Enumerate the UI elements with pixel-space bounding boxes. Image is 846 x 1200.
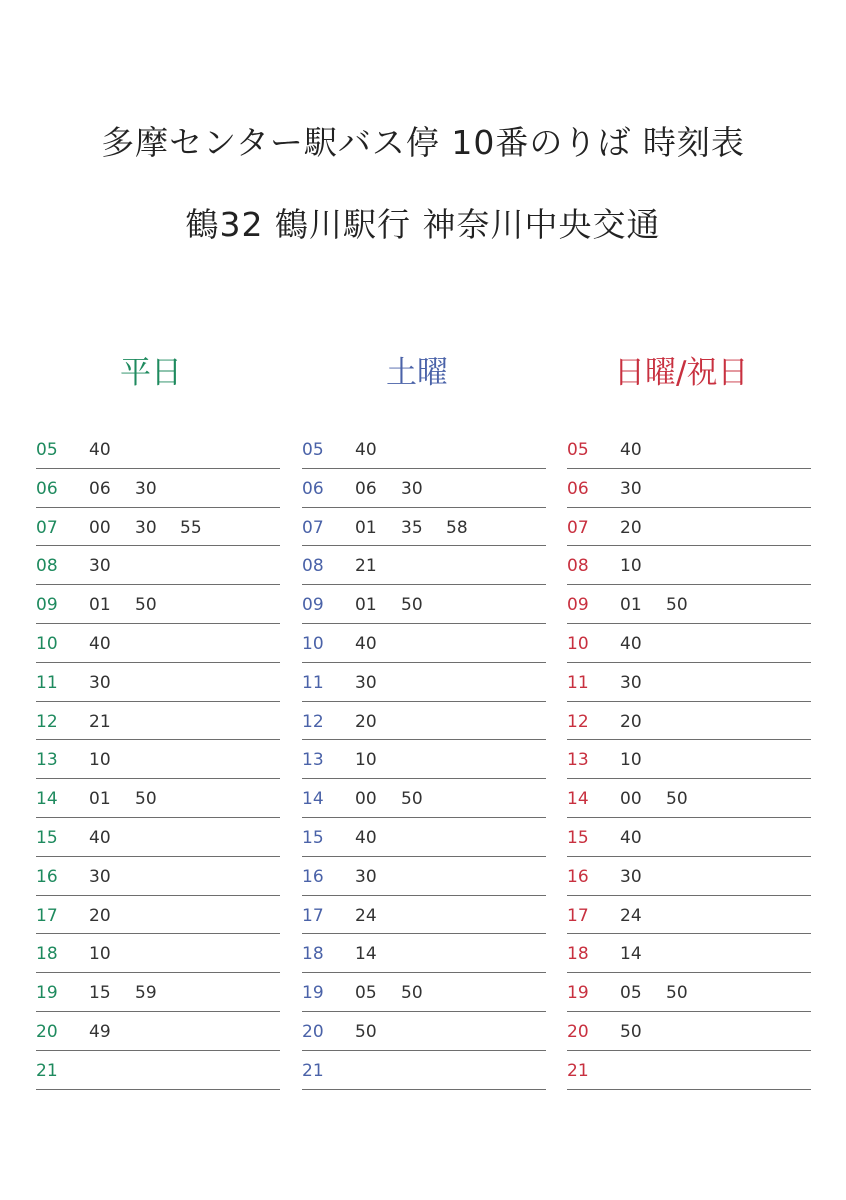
- timetable-row: [302, 430, 546, 469]
- hour-label: 20: [567, 1021, 589, 1042]
- timetable-row: [567, 430, 811, 469]
- departure-minute: 35: [401, 517, 423, 538]
- hour-label: 09: [302, 595, 324, 616]
- timetable-row: [302, 1012, 546, 1051]
- departure-minute: 10: [620, 556, 642, 577]
- hour-label: 15: [302, 827, 324, 848]
- timetable-row: [567, 857, 811, 896]
- departure-minute: 40: [355, 827, 377, 848]
- departure-minute: 49: [89, 1021, 111, 1042]
- timetable-row: [567, 1012, 811, 1051]
- timetable-row: [302, 546, 546, 585]
- timetable-row: [567, 896, 811, 935]
- departure-minute: 30: [620, 866, 642, 887]
- route-subtitle: 鶴32 鶴川駅行 神奈川中央交通: [185, 205, 661, 244]
- hour-label: 10: [567, 633, 589, 654]
- departure-minute: 50: [355, 1021, 377, 1042]
- departure-minute: 58: [446, 517, 468, 538]
- hour-label: 14: [567, 789, 589, 810]
- hour-label: 05: [302, 440, 324, 460]
- departure-minute: 40: [89, 827, 111, 848]
- timetable-row: [567, 740, 811, 779]
- hour-label: 20: [36, 1021, 58, 1042]
- holiday-heading: 日曜/祝日: [614, 355, 749, 391]
- departure-minute: 24: [620, 905, 642, 926]
- hour-label: 10: [302, 633, 324, 654]
- timetable-row: [36, 934, 280, 973]
- timetable-row: [36, 740, 280, 779]
- timetable-row: [302, 740, 546, 779]
- hour-label: 15: [36, 827, 58, 848]
- timetable-row: [302, 624, 546, 663]
- departure-minute: 50: [401, 983, 423, 1004]
- departure-minute: 40: [355, 440, 377, 460]
- hour-label: 19: [302, 983, 324, 1004]
- hour-label: 09: [36, 595, 58, 616]
- departure-minute: 00: [620, 789, 642, 810]
- hour-label: 19: [36, 983, 58, 1004]
- departure-minute: 10: [620, 750, 642, 771]
- departure-minute: 40: [89, 633, 111, 654]
- timetable-row: [36, 779, 280, 818]
- departure-minute: 20: [620, 517, 642, 538]
- departure-minute: 40: [620, 633, 642, 654]
- timetable-row: [36, 702, 280, 741]
- hour-label: 14: [36, 789, 58, 810]
- departure-minute: 30: [89, 672, 111, 693]
- timetable-row: [36, 818, 280, 857]
- departure-minute: 50: [666, 789, 688, 810]
- timetable-row: [302, 934, 546, 973]
- timetable-row: [567, 585, 811, 624]
- departure-minute: 50: [666, 595, 688, 616]
- departure-minute: 14: [620, 944, 642, 965]
- hour-label: 13: [302, 750, 324, 771]
- departure-minute: 05: [620, 983, 642, 1004]
- hour-label: 16: [302, 866, 324, 887]
- departure-minute: 55: [180, 517, 202, 538]
- hour-label: 13: [567, 750, 589, 771]
- departure-minute: 01: [620, 595, 642, 616]
- timetable-row: [567, 818, 811, 857]
- saturday-heading: 土曜: [386, 355, 448, 391]
- timetable-row: [302, 702, 546, 741]
- departure-minute: 24: [355, 905, 377, 926]
- timetable-row: [567, 469, 811, 508]
- departure-minute: 50: [135, 789, 157, 810]
- hour-label: 18: [567, 944, 589, 965]
- departure-minute: 01: [355, 595, 377, 616]
- departure-minute: 06: [89, 478, 111, 499]
- departure-minute: 10: [89, 750, 111, 771]
- hour-label: 19: [567, 983, 589, 1004]
- departure-minute: 20: [89, 905, 111, 926]
- departure-minute: 21: [355, 556, 377, 577]
- hour-label: 18: [36, 944, 58, 965]
- hour-label: 21: [567, 1060, 589, 1081]
- hour-label: 16: [567, 866, 589, 887]
- hour-label: 12: [567, 711, 589, 732]
- timetable-row: [36, 624, 280, 663]
- timetable-row: [567, 663, 811, 702]
- hour-label: 17: [36, 905, 58, 926]
- hour-label: 21: [302, 1060, 324, 1081]
- timetable-row: [36, 585, 280, 624]
- weekday-rows: [36, 430, 280, 1090]
- departure-minute: 06: [355, 478, 377, 499]
- timetable-row: [567, 973, 811, 1012]
- timetable-row: [302, 857, 546, 896]
- departure-minute: 15: [89, 983, 111, 1004]
- hour-label: 11: [567, 672, 589, 693]
- timetable-row: [567, 702, 811, 741]
- timetable-row: [36, 430, 280, 469]
- departure-minute: 30: [355, 672, 377, 693]
- timetable-row: [302, 973, 546, 1012]
- departure-minute: 01: [355, 517, 377, 538]
- timetable-row: [302, 469, 546, 508]
- timetable-row: [302, 779, 546, 818]
- hour-label: 08: [567, 556, 589, 577]
- saturday-rows: [302, 430, 546, 1090]
- hour-label: 09: [567, 595, 589, 616]
- timetable-row: [36, 469, 280, 508]
- timetable-row: [302, 896, 546, 935]
- departure-minute: 05: [355, 983, 377, 1004]
- timetable-row: [36, 896, 280, 935]
- departure-minute: 40: [620, 440, 642, 460]
- departure-minute: 01: [89, 595, 111, 616]
- hour-label: 20: [302, 1021, 324, 1042]
- departure-minute: 59: [135, 983, 157, 1004]
- timetable-row: [302, 1051, 546, 1090]
- hour-label: 06: [567, 478, 589, 499]
- departure-minute: 14: [355, 944, 377, 965]
- departure-minute: 30: [620, 672, 642, 693]
- timetable-row: [302, 508, 546, 547]
- hour-label: 05: [567, 440, 589, 460]
- timetable-row: [567, 779, 811, 818]
- hour-label: 16: [36, 866, 58, 887]
- timetable-row: [567, 1051, 811, 1090]
- saturday-column: [302, 350, 546, 1090]
- departure-minute: 50: [666, 983, 688, 1004]
- hour-label: 10: [36, 633, 58, 654]
- hour-label: 07: [567, 517, 589, 538]
- departure-minute: 00: [355, 789, 377, 810]
- hour-label: 08: [302, 556, 324, 577]
- departure-minute: 50: [135, 595, 157, 616]
- departure-minute: 30: [401, 478, 423, 499]
- departure-minute: 30: [135, 478, 157, 499]
- departure-minute: 50: [401, 789, 423, 810]
- timetable-row: [36, 857, 280, 896]
- timetable-row: [302, 818, 546, 857]
- departure-minute: 30: [620, 478, 642, 499]
- departure-minute: 20: [620, 711, 642, 732]
- timetable-row: [302, 585, 546, 624]
- timetable-row: [302, 663, 546, 702]
- holiday-column: [567, 350, 811, 1090]
- timetable-row: [567, 508, 811, 547]
- departure-minute: 50: [620, 1021, 642, 1042]
- page-title: 多摩センター駅バス停 10番のりば 時刻表: [101, 123, 745, 162]
- timetable-row: [36, 508, 280, 547]
- hour-label: 11: [302, 672, 324, 693]
- timetable-row: [36, 546, 280, 585]
- departure-minute: 00: [89, 517, 111, 538]
- departure-minute: 30: [135, 517, 157, 538]
- hour-label: 07: [36, 517, 58, 538]
- weekday-column: [36, 350, 280, 1090]
- departure-minute: 21: [89, 711, 111, 732]
- departure-minute: 01: [89, 789, 111, 810]
- hour-label: 11: [36, 672, 58, 693]
- departure-minute: 40: [355, 633, 377, 654]
- departure-minute: 40: [620, 827, 642, 848]
- hour-label: 14: [302, 789, 324, 810]
- timetable-row: [36, 973, 280, 1012]
- weekday-heading: 平日: [120, 355, 182, 391]
- timetable-row: [36, 1051, 280, 1090]
- hour-label: 13: [36, 750, 58, 771]
- departure-minute: 10: [355, 750, 377, 771]
- hour-label: 06: [36, 478, 58, 499]
- hour-label: 17: [567, 905, 589, 926]
- timetable-row: [567, 546, 811, 585]
- timetable-row: [567, 624, 811, 663]
- hour-label: 15: [567, 827, 589, 848]
- hour-label: 08: [36, 556, 58, 577]
- hour-label: 05: [36, 440, 58, 460]
- hour-label: 12: [36, 711, 58, 732]
- timetable-row: [36, 663, 280, 702]
- timetable-row: [36, 1012, 280, 1051]
- departure-minute: 40: [89, 440, 111, 460]
- timetable-row: [567, 934, 811, 973]
- hour-label: 21: [36, 1060, 58, 1081]
- hour-label: 18: [302, 944, 324, 965]
- hour-label: 17: [302, 905, 324, 926]
- departure-minute: 30: [89, 866, 111, 887]
- departure-minute: 30: [355, 866, 377, 887]
- departure-minute: 50: [401, 595, 423, 616]
- departure-minute: 10: [89, 944, 111, 965]
- departure-minute: 30: [89, 556, 111, 577]
- departure-minute: 20: [355, 711, 377, 732]
- hour-label: 07: [302, 517, 324, 538]
- hour-label: 12: [302, 711, 324, 732]
- hour-label: 06: [302, 478, 324, 499]
- holiday-rows: [567, 430, 811, 1090]
